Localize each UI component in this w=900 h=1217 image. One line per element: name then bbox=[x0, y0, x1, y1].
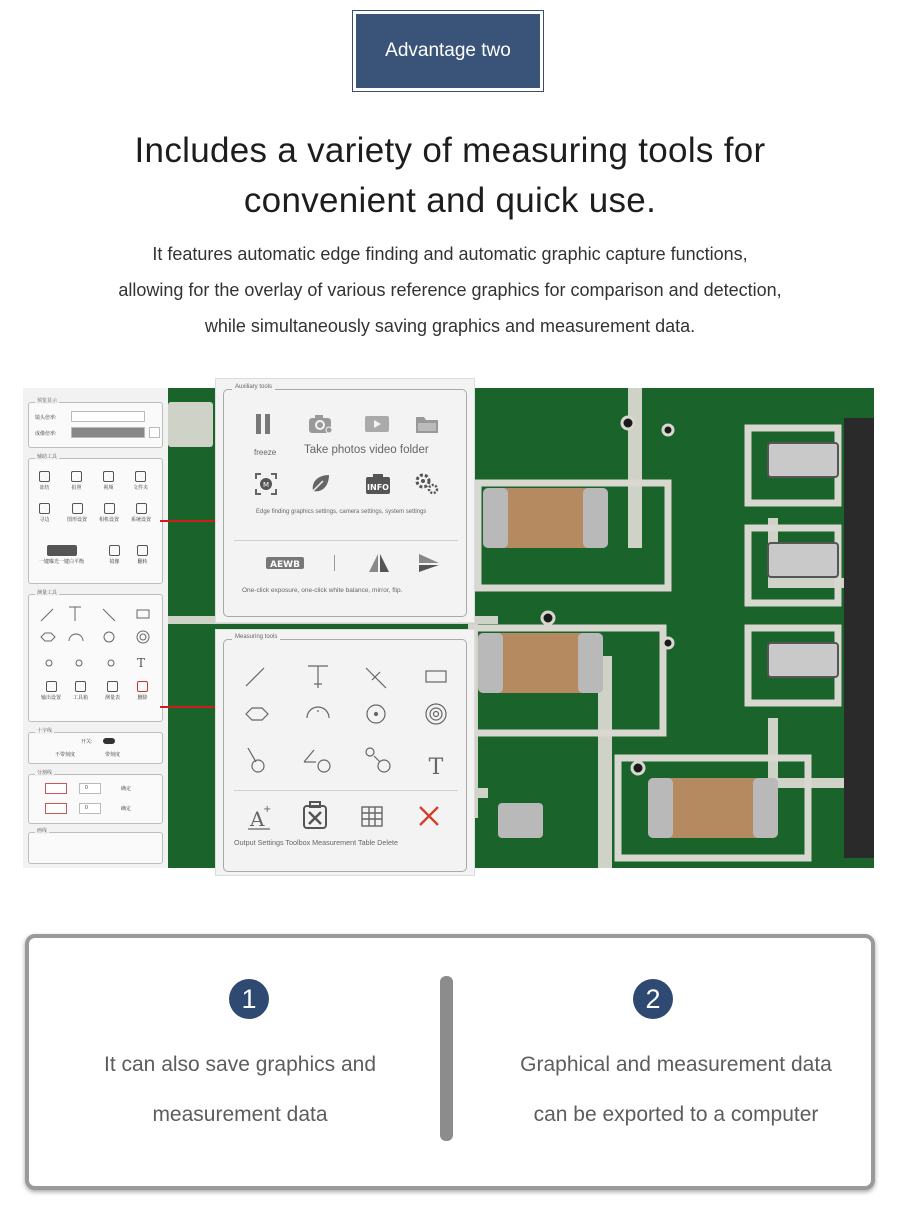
sb-delete-button[interactable] bbox=[137, 681, 148, 701]
flip-icon bbox=[137, 545, 148, 556]
polygon-icon[interactable] bbox=[246, 708, 268, 720]
description-line-2: allowing for the overlay of various reference graphics for comparison and detection, bbox=[118, 280, 782, 300]
split-line-group-title: 分割线 bbox=[37, 770, 53, 776]
point-to-circle-icon[interactable] bbox=[248, 748, 264, 772]
row3-caption: One-click exposure, one-click white balance, mirror, flip. bbox=[242, 587, 403, 594]
edge-find-icon[interactable] bbox=[254, 472, 278, 496]
image-magnification-label: 成像倍率: bbox=[35, 431, 57, 437]
measure-tools-frame bbox=[223, 634, 467, 872]
split-value-1[interactable] bbox=[79, 783, 101, 794]
sb-table-button[interactable] bbox=[105, 681, 120, 701]
toolbox-icon[interactable] bbox=[304, 802, 326, 828]
delete-icon[interactable] bbox=[420, 807, 438, 825]
sb-label: 一键曝光一键白平衡 bbox=[39, 559, 85, 565]
svg-text:A: A bbox=[250, 807, 265, 831]
description-line-3: while simultaneously saving graphics and measurement data. bbox=[204, 316, 696, 336]
video-icon bbox=[103, 471, 114, 482]
sb-edge-button[interactable] bbox=[39, 503, 50, 523]
sb-mirror-button[interactable] bbox=[109, 545, 120, 565]
measure-divider bbox=[234, 790, 458, 791]
split-value-2[interactable] bbox=[79, 803, 101, 814]
info-label: INFO bbox=[367, 483, 389, 492]
video-icon[interactable] bbox=[362, 412, 392, 436]
split-confirm-2[interactable]: 确定 bbox=[121, 806, 132, 812]
page-headline bbox=[0, 126, 900, 226]
software-sidebar bbox=[23, 388, 168, 868]
camera-settings-icon[interactable] bbox=[364, 472, 392, 496]
split-value-2-text: 0 bbox=[85, 805, 88, 811]
row2-caption: Edge finding graphics settings, camera settings, system settings bbox=[256, 509, 427, 515]
sb-photo-button[interactable] bbox=[71, 471, 82, 491]
section-badge bbox=[352, 10, 544, 92]
sb-label: 相机设置 bbox=[99, 517, 120, 523]
feature-2-line-2: can be exported to a computer bbox=[533, 1103, 819, 1126]
flip-icon[interactable] bbox=[417, 551, 441, 575]
aewb-label: AEWB bbox=[270, 560, 300, 570]
calculator-icon[interactable] bbox=[149, 427, 160, 438]
sb-label: 输出设置 bbox=[41, 695, 62, 701]
edge-find-icon bbox=[39, 503, 50, 514]
split-confirm-1[interactable]: 确定 bbox=[121, 786, 132, 792]
measurement-table-icon bbox=[107, 681, 118, 692]
feature-1-line-1: It can also save graphics and bbox=[104, 1053, 376, 1076]
sb-graphics-button[interactable] bbox=[67, 503, 87, 523]
aux-tools-group bbox=[28, 454, 163, 584]
headline-line-2: convenient and quick use. bbox=[243, 181, 657, 220]
mirror-icon bbox=[109, 545, 120, 556]
camera-icon bbox=[71, 471, 82, 482]
features-divider bbox=[440, 976, 453, 1141]
lens-magnification-select[interactable] bbox=[71, 411, 145, 422]
sb-label: 系统设置 bbox=[131, 517, 152, 523]
feature-2-text bbox=[476, 1040, 876, 1140]
crosshair-toggle[interactable] bbox=[103, 738, 115, 744]
measure-tools-title: Measuring tools bbox=[232, 634, 280, 640]
circle-distance-icon[interactable] bbox=[366, 748, 390, 772]
measure-icon-grid bbox=[224, 654, 464, 804]
sb-label: 图形设置 bbox=[67, 517, 88, 523]
sb-label: 测量表 bbox=[105, 695, 121, 701]
crosshair-switch-label: 开关: bbox=[81, 739, 93, 745]
svg-text:+: + bbox=[263, 804, 272, 815]
circle-icon[interactable] bbox=[367, 705, 385, 723]
sb-freeze-button[interactable] bbox=[39, 471, 50, 491]
pause-icon[interactable] bbox=[252, 412, 274, 436]
draw-line-group-title: 画线 bbox=[37, 828, 48, 834]
delete-icon bbox=[137, 681, 148, 692]
crosshair-option-1[interactable]: 不带刻度 bbox=[55, 752, 76, 758]
image-magnification-field[interactable] bbox=[71, 427, 145, 438]
sb-label: 拍照 bbox=[71, 485, 82, 491]
connector-line-aux bbox=[160, 520, 216, 522]
sb-label: 删除 bbox=[137, 695, 148, 701]
rectangle-icon[interactable] bbox=[426, 671, 446, 682]
photo-video-folder-caption: Take photos video folder bbox=[304, 444, 429, 456]
camera-icon[interactable] bbox=[306, 412, 336, 436]
pause-icon bbox=[39, 471, 50, 482]
sb-output-settings-button[interactable] bbox=[41, 681, 61, 701]
sb-measure-icons bbox=[31, 601, 161, 679]
crosshair-group-title: 十字线 bbox=[37, 728, 53, 734]
headline-line-1: Includes a variety of measuring tools for bbox=[134, 131, 766, 170]
sb-aewb-button[interactable] bbox=[39, 545, 84, 565]
measure-bottom-icons bbox=[224, 800, 464, 834]
split-value-1-text: 0 bbox=[85, 785, 88, 791]
measure-tools-group-title: 测量工具 bbox=[37, 590, 58, 596]
split-line-group bbox=[28, 770, 163, 824]
system-settings-icon bbox=[136, 503, 147, 514]
sb-toolbox-button[interactable] bbox=[73, 681, 88, 701]
line-icon[interactable] bbox=[246, 668, 264, 686]
sb-camera-settings-button[interactable] bbox=[99, 503, 119, 523]
feature-2-number: 2 bbox=[633, 979, 673, 1019]
camera-settings-icon bbox=[104, 503, 115, 514]
horizontal-split-icon[interactable] bbox=[45, 783, 67, 794]
sb-video-button[interactable] bbox=[103, 471, 114, 491]
measure-bottom-caption: Output Settings Toolbox Measurement Table Delete bbox=[234, 838, 398, 847]
aux-divider bbox=[234, 540, 458, 541]
mirror-icon[interactable] bbox=[367, 551, 391, 575]
crosshair-group bbox=[28, 728, 163, 764]
svg-text:M: M bbox=[262, 481, 270, 489]
crosshair-option-2[interactable]: 带刻度 bbox=[105, 752, 121, 758]
folder-icon[interactable] bbox=[412, 412, 442, 436]
measure-tools-group bbox=[28, 590, 163, 722]
angle-icon[interactable] bbox=[304, 750, 330, 772]
system-settings-icon[interactable] bbox=[414, 472, 440, 496]
feature-2-line-1: Graphical and measurement data bbox=[520, 1053, 832, 1076]
toolbox-icon bbox=[75, 681, 86, 692]
page-description bbox=[0, 236, 900, 344]
feature-1-line-2: measurement data bbox=[152, 1103, 328, 1126]
aux-tools-panel bbox=[215, 378, 475, 623]
feature-1-text bbox=[60, 1040, 420, 1140]
output-settings-icon bbox=[46, 681, 57, 692]
graphics-settings-icon bbox=[72, 503, 83, 514]
section-badge-label: Advantage two bbox=[356, 14, 540, 88]
connector-line-measure bbox=[160, 706, 216, 708]
aewb-icon bbox=[47, 545, 77, 556]
aux-tools-frame bbox=[223, 384, 467, 617]
sb-flip-button[interactable] bbox=[137, 545, 148, 565]
concentric-circle-icon[interactable] bbox=[426, 704, 446, 724]
sb-label: 工具箱 bbox=[73, 695, 89, 701]
measurement-table-icon[interactable] bbox=[362, 807, 382, 826]
parallel-line-icon[interactable] bbox=[366, 668, 386, 688]
freeze-caption: freeze bbox=[254, 448, 277, 457]
vertical-line-icon[interactable] bbox=[308, 666, 328, 688]
sb-label: 文件夹 bbox=[133, 485, 149, 491]
sb-label: 冻结 bbox=[39, 485, 50, 491]
sb-label: 视频 bbox=[103, 485, 114, 491]
lens-magnification-label: 镜头倍率: bbox=[35, 415, 57, 421]
feature-1-number: 1 bbox=[229, 979, 269, 1019]
preview-group-title: 预览显示 bbox=[37, 398, 58, 404]
sb-system-settings-button[interactable] bbox=[131, 503, 151, 523]
aewb-separator bbox=[334, 555, 335, 571]
sb-text-tool: T bbox=[137, 656, 146, 670]
aux-tools-title: Auxiliary tools bbox=[232, 384, 275, 390]
aux-tools-group-title: 辅助工具 bbox=[37, 454, 58, 460]
sb-label: 镜像 bbox=[109, 559, 120, 565]
graphics-settings-icon[interactable] bbox=[308, 472, 332, 496]
preview-group bbox=[28, 398, 163, 448]
text-icon[interactable]: T bbox=[428, 755, 444, 780]
sb-label: 寻边 bbox=[39, 517, 50, 523]
sb-label: 翻转 bbox=[137, 559, 148, 565]
measure-tools-panel bbox=[215, 629, 475, 876]
folder-icon bbox=[135, 471, 146, 482]
sb-folder-button[interactable] bbox=[133, 471, 148, 491]
aewb-icon[interactable] bbox=[264, 553, 306, 573]
vertical-split-icon[interactable] bbox=[45, 803, 67, 814]
description-line-1: It features automatic edge finding and automatic graphic capture functions, bbox=[152, 244, 748, 264]
draw-line-group bbox=[28, 828, 163, 864]
arc-icon[interactable] bbox=[307, 707, 329, 718]
output-settings-icon[interactable] bbox=[248, 804, 271, 831]
